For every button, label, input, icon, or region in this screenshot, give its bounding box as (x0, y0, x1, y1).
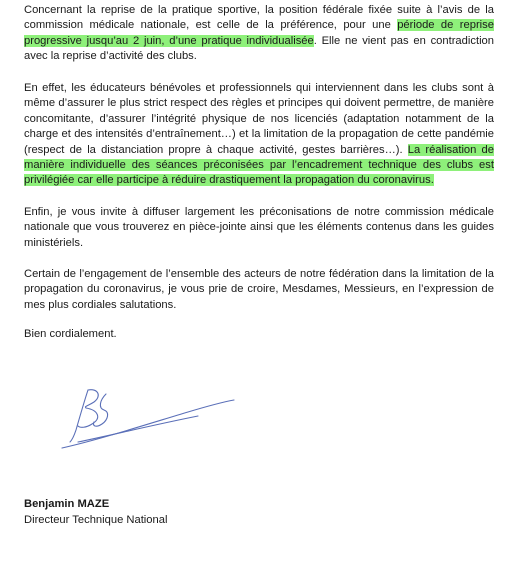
highlighted-text: période de reprise progressive jusqu’au 2 juin, d’une pratique individualisée (24, 19, 494, 47)
paragraph-text: En effet, les éducateurs bénévoles et professionnels qui interviennent dans les clubs sont à même d’assurer le plus strict respect des règles et principes qui doivent permettre, de manière concomitante, d’assurer l’intégrité physique de nos licenciés (adaptation notamment de la charge et des intensités d’entraînement…) et la limitation de la propagation de cette pandémie (respect de la distanciation propre à chaque activité, gestes barrières…). (24, 82, 494, 156)
signatory-title: Directeur Technique National (24, 514, 168, 526)
closing-line: Bien cordialement. (24, 328, 117, 340)
signatory-name: Benjamin MAZE (24, 498, 110, 510)
paragraph-preconisations: Enfin, je vous invite à diffuser largement les préconisations de notre commission médicale nationale que vous trouverez en pièce-jointe ainsi que les éléments contenus dans les guides ministériels. (24, 206, 494, 249)
paragraph-educateurs (24, 81, 494, 189)
handwritten-signature (58, 382, 238, 462)
paragraph-reprise (24, 3, 494, 65)
paragraph-text: Concernant la reprise de la pratique sportive, la position fédérale fixée suite à l’avis de la commission médicale nationale, est celle de la préférence, pour une (24, 4, 494, 32)
paragraph-salutations: Certain de l’engagement de l’ensemble des acteurs de notre fédération dans la limitation de la propagation du coronavirus, je vous prie de croire, Mesdames, Messieurs, en l’expression de mes plus cordiales salutations. (24, 268, 494, 311)
paragraph-text: . Elle ne vient pas en contradiction avec la reprise d’activité des clubs. (24, 34, 494, 63)
highlighted-text: La réalisation de manière individuelle des séances préconisées par l’encadrement technique des clubs est privilégiée car elle participe à réduire drastiquement la propagation du coronavirus. (24, 143, 494, 187)
